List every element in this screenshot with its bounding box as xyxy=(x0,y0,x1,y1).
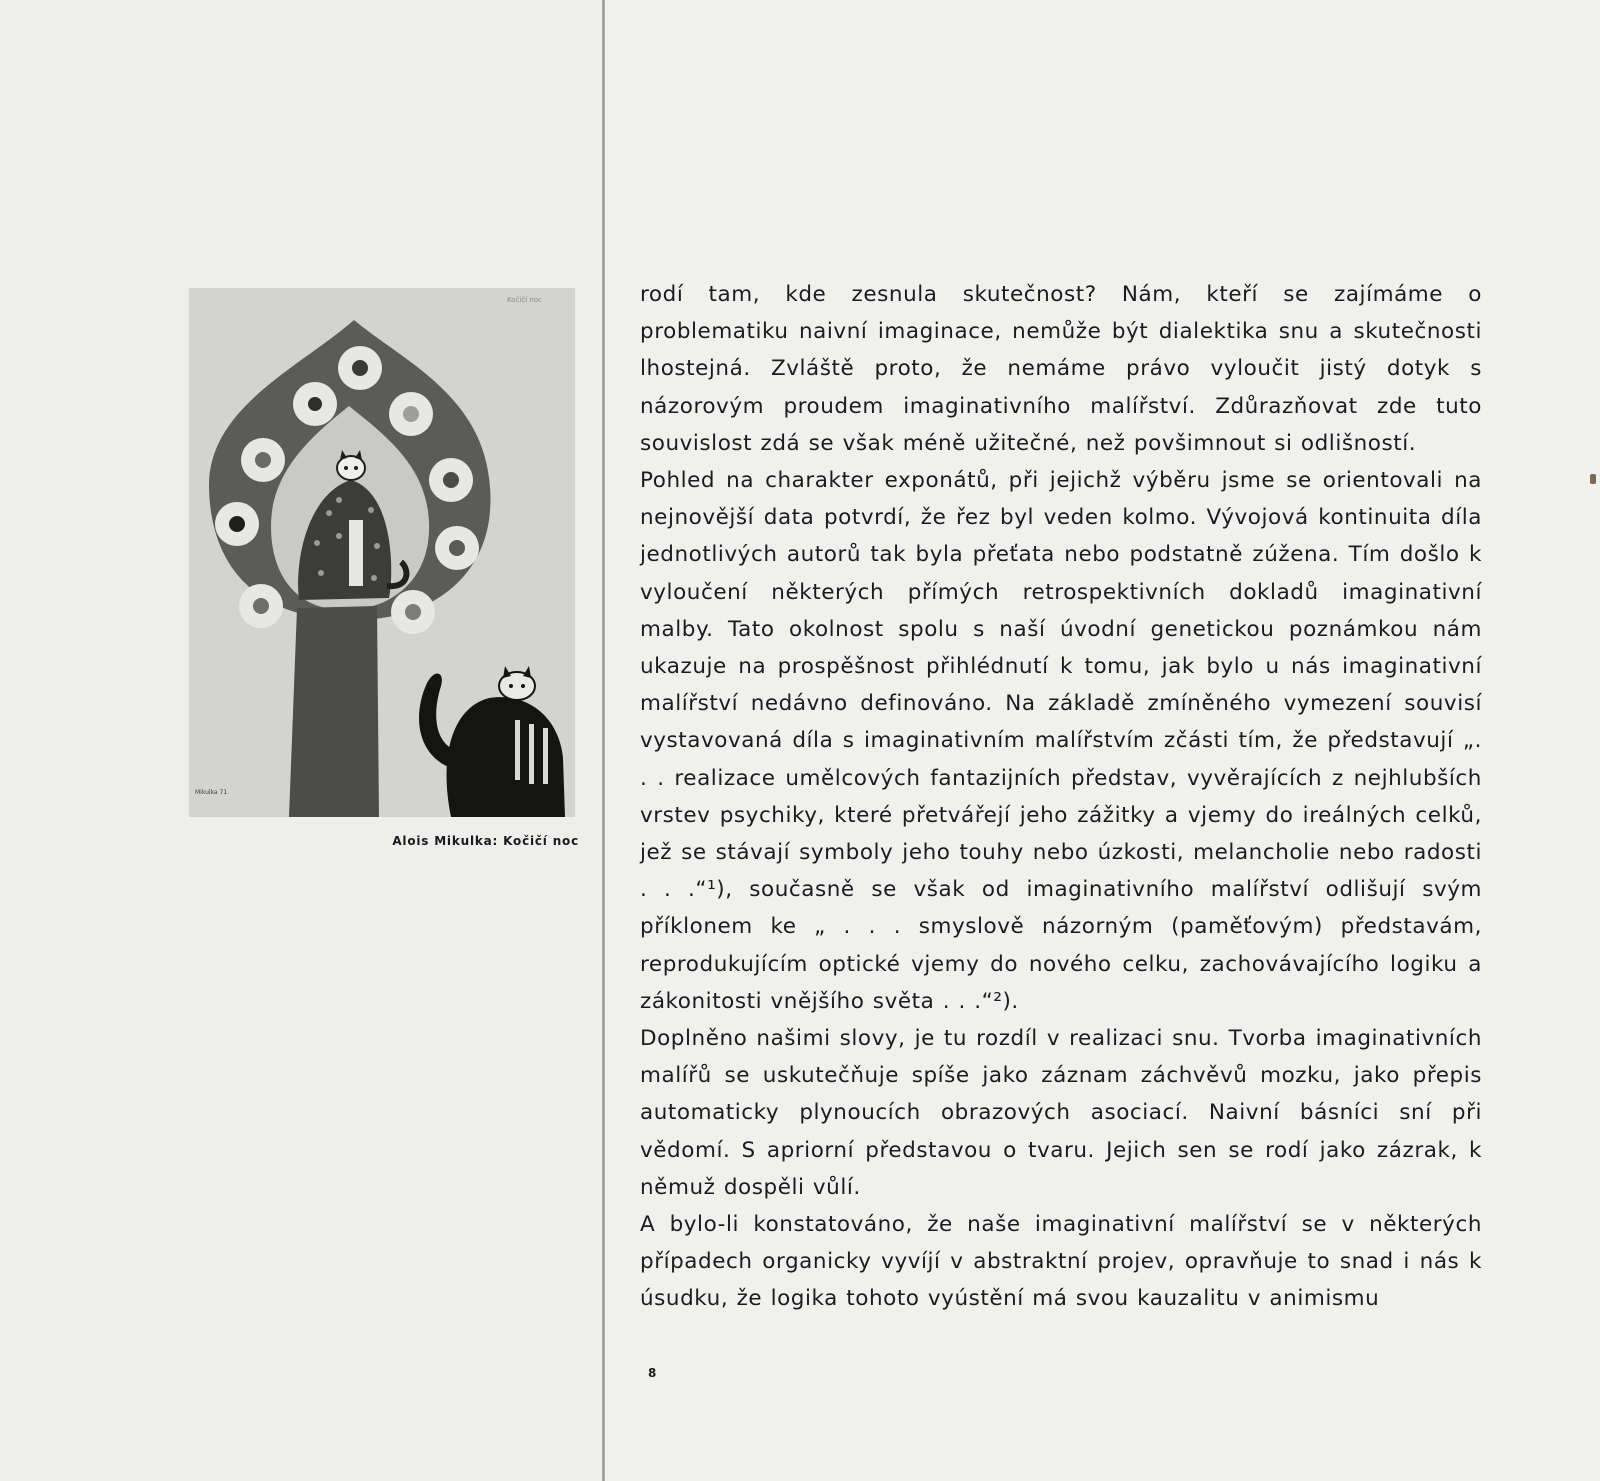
paragraph: Pohled na charakter exponátů, při jejichž výběru jsme se orientovali na nejnovější data potvrdí, že řez byl veden kolmo. Vývojová kontinuita díla jednotlivých autorů tak byla přeťata nebo podstatně zúžena. Tím došlo k vyloučení některých přímých retrospektivních dokladů imaginativní malby. Tato okolnost spolu s naší úvodní genetickou poznámkou nám ukazuje na prospěšnost přihlédnutí k tomu, jak bylo u nás imaginativní malířství nedávno definováno. Na základě zmíněného vymezení souvisí vystavovaná díla s imaginativním malířstvím zčásti tím, že představují „. . . realizace umělcových fantazijních představ, vyvěrajících z nejhlubších vrstev psychiky, které přetvářejí jeho zážitky a vjemy do ireálných celků, jež se stávají symboly jeho touhy nebo úzkosti, melancholie nebo radosti . . .“¹), současně se však od imaginativního malířství odlišují svým příklonem ke „ . . . smyslově názorným (paměťovým) představám, reprodukujícím optické vjemy do nového celku, zachovávajícího logiku a zákonitosti vnějšího světa . . .“²). xyxy=(640,468,1482,1014)
left-page xyxy=(0,0,604,1481)
paragraph: rodí tam, kde zesnula skutečnost? Nám, kteří se zajímáme o problematiku naivní imaginace, nemůže být dialektika snu a skutečnosti lhostejná. Zvláště proto, že nemáme právo vyloučit jistý dotyk s názorovým proudem imaginativního malířství. Zdůrazňovat zde tuto souvislost zdá se však méně užitečné, než povšimnout si odlišností. xyxy=(640,282,1482,456)
page-number: 8 xyxy=(648,1366,657,1380)
page-edge-mark xyxy=(1590,474,1596,484)
tree-trunk xyxy=(289,606,379,817)
paragraph: A bylo-li konstatováno, že naše imaginativní malířství se v některých případech organicky vyvíjí v abstraktní projev, opravňuje to snad i nás k úsudku, že logika tohoto vyústění má svou kauzalitu v animismu xyxy=(640,1212,1482,1312)
painting-title-inscription: Kočičí noc xyxy=(507,296,542,304)
book-gutter xyxy=(602,0,605,1481)
painting-signature: Mikulka 71 xyxy=(195,789,228,796)
artwork-painting xyxy=(189,288,575,817)
paragraph: Doplněno našimi slovy, je tu rozdíl v realizaci snu. Tvorba imaginativních malířů se uskutečňuje spíše jako záznam záchvěvů mozku, jako přepis automaticky plynoucích obrazových asociací. Naivní básníci sní při vědomí. S apriorní představou o tvaru. Jejich sen se rodí jako zázrak, k němuž dospěli vůlí. xyxy=(640,1026,1482,1200)
body-text xyxy=(640,276,1482,1318)
artwork-caption: Alois Mikulka: Kočičí noc xyxy=(392,834,579,848)
artwork-reproduction xyxy=(189,288,575,817)
